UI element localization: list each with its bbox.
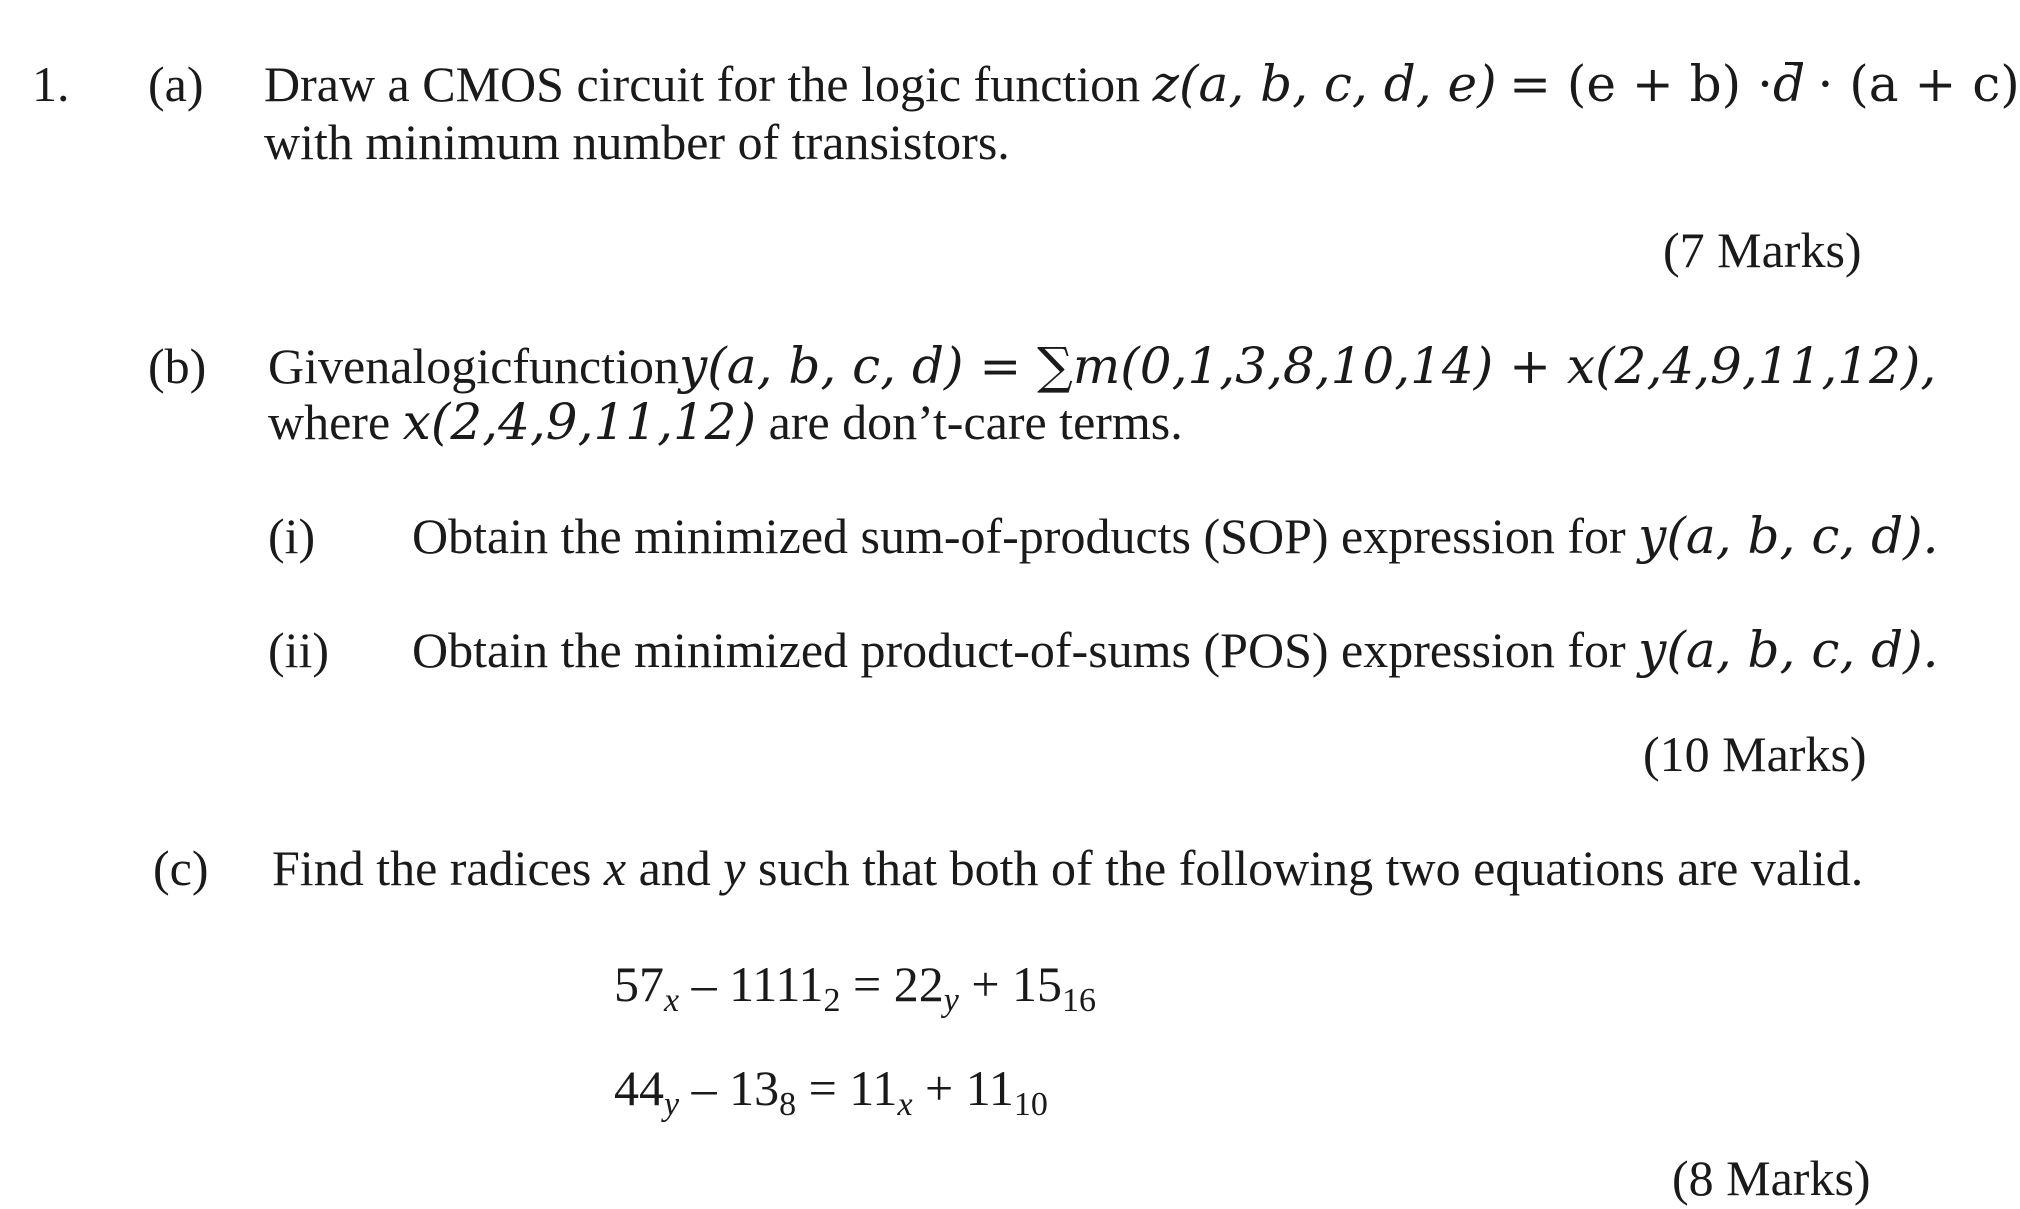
eq2-sub-1: y [664, 1086, 680, 1123]
question-number: 1. [32, 56, 70, 112]
eq2-term-4: + 11 [912, 1060, 1014, 1116]
eq1-sub-4: 16 [1062, 982, 1097, 1019]
part-c-text-1: Find the radices [272, 840, 592, 896]
eq1-term-1: 57 [614, 956, 664, 1012]
part-c-var-x: x [603, 840, 627, 896]
eq1-term-2: – 1111 [679, 956, 824, 1012]
part-c-text-3: such that both of the following two equations are valid. [757, 840, 1864, 896]
part-b-formula: y(a, b, c, d) = ∑m(0,1,3,8,10,14) + x(2,4,9,11,12), [679, 337, 1937, 395]
part-b-sub-i-label: (i) [268, 508, 316, 564]
eq2-term-1: 44 [614, 1060, 664, 1116]
part-b-sub-ii-line [412, 622, 1939, 680]
part-a-formula-dbar: d [1772, 55, 1805, 113]
part-b-line2-formula: x(2,4,9,11,12) [402, 393, 757, 451]
part-b-label: (b) [148, 338, 207, 394]
part-a-line1 [264, 56, 2020, 114]
part-c-var-y: y [723, 840, 746, 896]
part-b-line2-prefix: where [268, 394, 391, 450]
eq2-sub-4: 10 [1013, 1086, 1048, 1123]
part-c-label: (c) [153, 840, 209, 896]
part-b-word-function: function [512, 338, 680, 394]
part-b-marks: (10 Marks) [1643, 726, 1867, 782]
part-b-sub-i-line [412, 508, 1939, 566]
part-b-sub-ii-label: (ii) [268, 622, 330, 678]
part-c-equation-1 [614, 956, 1097, 1019]
part-c-equation-2 [614, 1060, 1048, 1123]
part-a-label: (a) [148, 56, 204, 112]
part-b-line2-suffix: are don’t-care terms. [768, 394, 1183, 450]
part-a-formula-rhs-2: · (a + c) [1817, 55, 2020, 113]
part-a-formula-rhs-1: = (e + b) · [1509, 55, 1773, 113]
eq2-sub-3: x [897, 1086, 913, 1123]
eq1-term-3: = 22 [840, 956, 944, 1012]
eq1-sub-3: y [943, 982, 959, 1019]
eq2-term-2: – 13 [679, 1060, 780, 1116]
part-b-sub-ii-formula: y(a, b, c, d). [1638, 621, 1939, 679]
eq2-sub-2: 8 [779, 1086, 797, 1123]
part-a-text: Draw a CMOS circuit for the logic function [264, 56, 1141, 112]
eq1-sub-1: x [664, 982, 680, 1019]
part-c-text-2: and [638, 840, 711, 896]
part-b-sub-i-formula: y(a, b, c, d). [1638, 507, 1939, 565]
eq1-sub-2: 2 [823, 982, 841, 1019]
part-a-formula-lhs: z(a, b, c, d, e) [1152, 55, 1497, 113]
part-c-line [272, 840, 1863, 898]
part-a-line2: with minimum number of transistors. [264, 114, 1010, 170]
part-c-marks: (8 Marks) [1672, 1150, 1871, 1206]
part-b-word-a: a [390, 338, 413, 394]
part-b-sub-i-text: Obtain the minimized sum-of-products (SOP) expression for [412, 508, 1626, 564]
part-b-line1 [268, 337, 1937, 396]
eq1-term-4: + 15 [958, 956, 1063, 1012]
part-b-word-logic: logic [412, 338, 513, 394]
eq2-term-3: = 11 [796, 1060, 898, 1116]
part-b-line2 [268, 394, 1183, 452]
part-b-word-given: Given [268, 338, 391, 394]
part-a-marks: (7 Marks) [1663, 222, 1862, 278]
part-b-sub-ii-text: Obtain the minimized product-of-sums (POS) expression for [412, 622, 1626, 678]
